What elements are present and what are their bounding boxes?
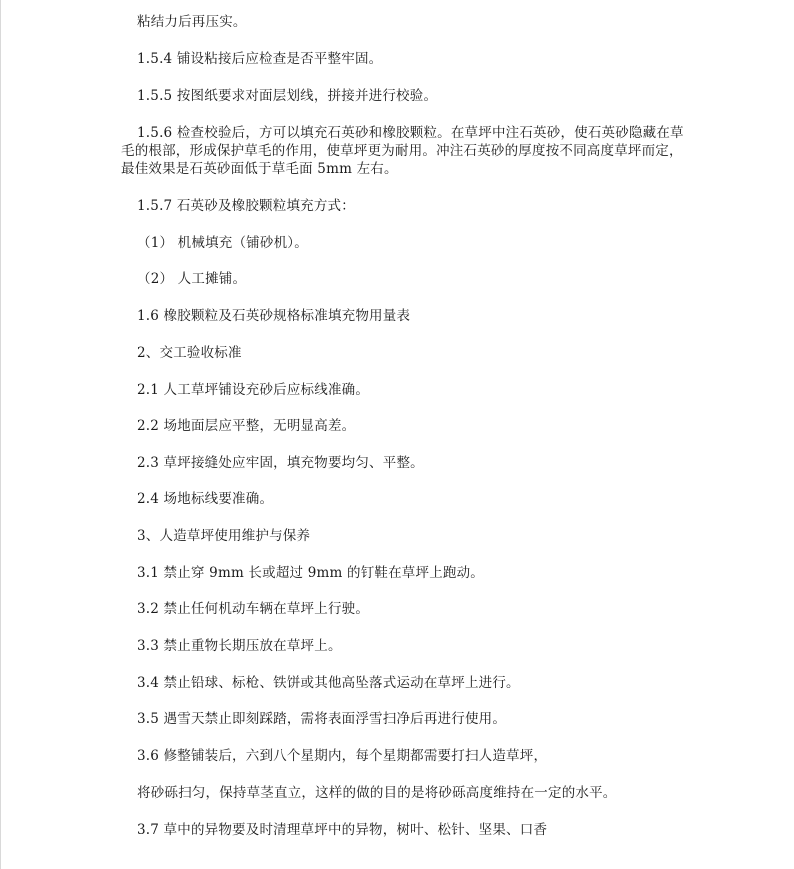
list-item: （2） 人工摊铺。	[137, 271, 247, 287]
paragraph-line: 1.6 橡胶颗粒及石英砂规格标准填充物用量表	[137, 308, 411, 324]
paragraph-line: 3.7 草中的异物要及时清理草坪中的异物，树叶、松针、坚果、口香	[137, 822, 548, 838]
paragraph-line: 1.5.7 石英砂及橡胶颗粒填充方式：	[137, 198, 355, 214]
paragraph-line: 2.4 场地标线要准确。	[137, 491, 274, 507]
paragraph-line: 3.3 禁止重物长期压放在草坪上。	[137, 638, 342, 654]
paragraph-line: 3.4 禁止铅球、标枪、铁饼或其他高坠落式运动在草坪上进行。	[137, 675, 520, 691]
paragraph-line: 将砂砾扫匀，保持草茎直立，这样的做的目的是将砂砾高度维持在一定的水平。	[137, 785, 617, 801]
paragraph-line: 3.6 修整铺装后，六到八个星期内，每个星期都需要打扫人造草坪，	[137, 748, 548, 764]
paragraph-line: 3.5 遇雪天禁止即刻踩踏，需将表面浮雪扫净后再进行使用。	[137, 711, 507, 727]
list-item: （1） 机械填充（铺砂机）。	[137, 235, 308, 251]
paragraph-line: 粘结力后再压实。	[137, 14, 247, 30]
paragraph-block: 1.5.6 检查校验后，方可以填充石英砂和橡胶颗粒。在草坪中注石英砂，使石英砂隐藏在草毛的根部，形成保护草毛的作用，使草坪更为耐用。冲注石英砂的厚度按不同高度草坪而定，最佳效果是石英砂面低于草毛面 5mm 左右。	[121, 125, 684, 177]
section-heading: 3、人造草坪使用维护与保养	[137, 528, 311, 544]
paragraph-line: 1.5.5 按图纸要求对面层划线，拼接并进行校验。	[137, 88, 438, 104]
paragraph-line: 2.3 草坪接缝处应牢固，填充物要均匀、平整。	[137, 455, 424, 471]
paragraph-line: 1.5.4 铺设粘接后应检查是否平整牢固。	[137, 51, 383, 67]
paragraph-line: 3.2 禁止任何机动车辆在草坪上行驶。	[137, 601, 370, 617]
paragraph-line: 2.1 人工草坪铺设充砂后应标线准确。	[137, 382, 370, 398]
section-heading: 2、交工验收标准	[137, 345, 242, 361]
paragraph-line: 3.1 禁止穿 9mm 长或超过 9mm 的钉鞋在草坪上跑动。	[137, 565, 485, 581]
paragraph-line: 2.2 场地面层应平整，无明显高差。	[137, 418, 356, 434]
